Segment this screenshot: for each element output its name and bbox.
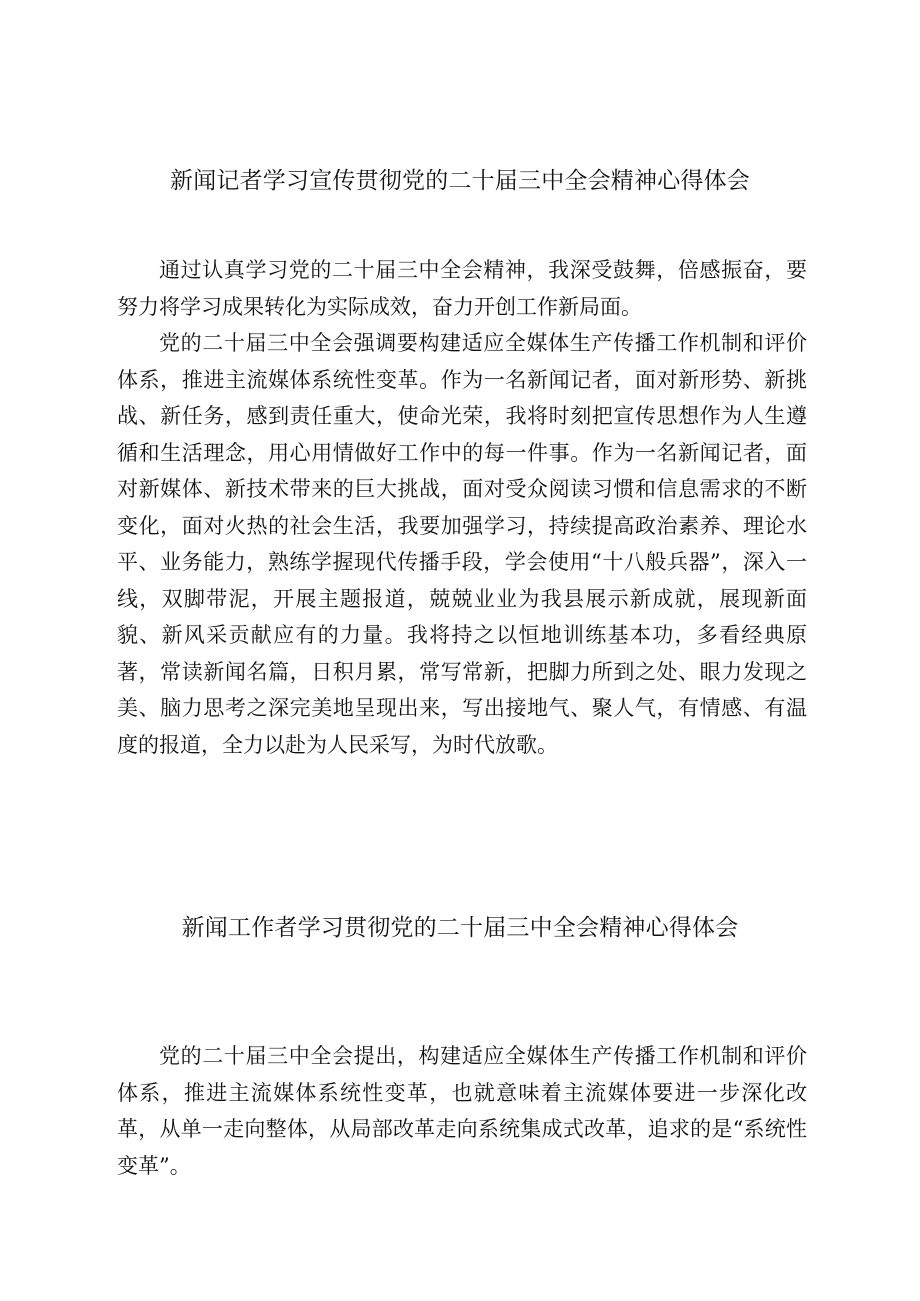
section-2-body (117, 1038, 807, 1184)
section-1-title: 新闻记者学习宣传贯彻党的二十届三中全会精神心得体会 (170, 168, 750, 194)
section-2-paragraph-1: 党的二十届三中全会提出，构建适应全媒体生产传播工作机制和评价体系，推进主流媒体系统性变革，也就意味着主流媒体要进一步深化改革，从单一走向整体，从局部改革走向系统集成式改革，追求的是“系统性变革”。 (117, 1044, 807, 1178)
section-2-title: 新闻工作者学习贯彻党的二十届三中全会精神心得体会 (181, 915, 739, 941)
section-1-body (117, 252, 807, 763)
section-1-paragraph-2: 党的二十届三中全会强调要构建适应全媒体生产传播工作机制和评价体系，推进主流媒体系统性变革。作为一名新闻记者，面对新形势、新挑战、新任务，感到责任重大，使命光荣，我将时刻把宣传思想作为人生遵循和生活理念，用心用情做好工作中的每一件事。作为一名新闻记者，面对新媒体、新技术带来的巨大挑战，面对受众阅读习惯和信息需求的不断变化，面对火热的社会生活，我要加强学习，持续提高政治素养、理论水平、业务能力，熟练学握现代传播手段，学会使用“十八般兵器”，深入一线，双脚带泥，开展主题报道，兢兢业业为我县展示新成就，展现新面貌、新风采贡献应有的力量。我将持之以恒地训练基本功，多看经典原著，常读新闻名篇，日积月累，常写常新，把脚力所到之处、眼力发现之美、脑力思考之深完美地呈现出来，写出接地气、聚人气，有情感、有温度的报道，全力以赴为人民采写，为时代放歌。 (117, 331, 807, 757)
section-1-paragraph-1: 通过认真学习党的二十届三中全会精神，我深受鼓舞，倍感振奋，要努力将学习成果转化为实际成效，奋力开创工作新局面。 (117, 258, 807, 319)
